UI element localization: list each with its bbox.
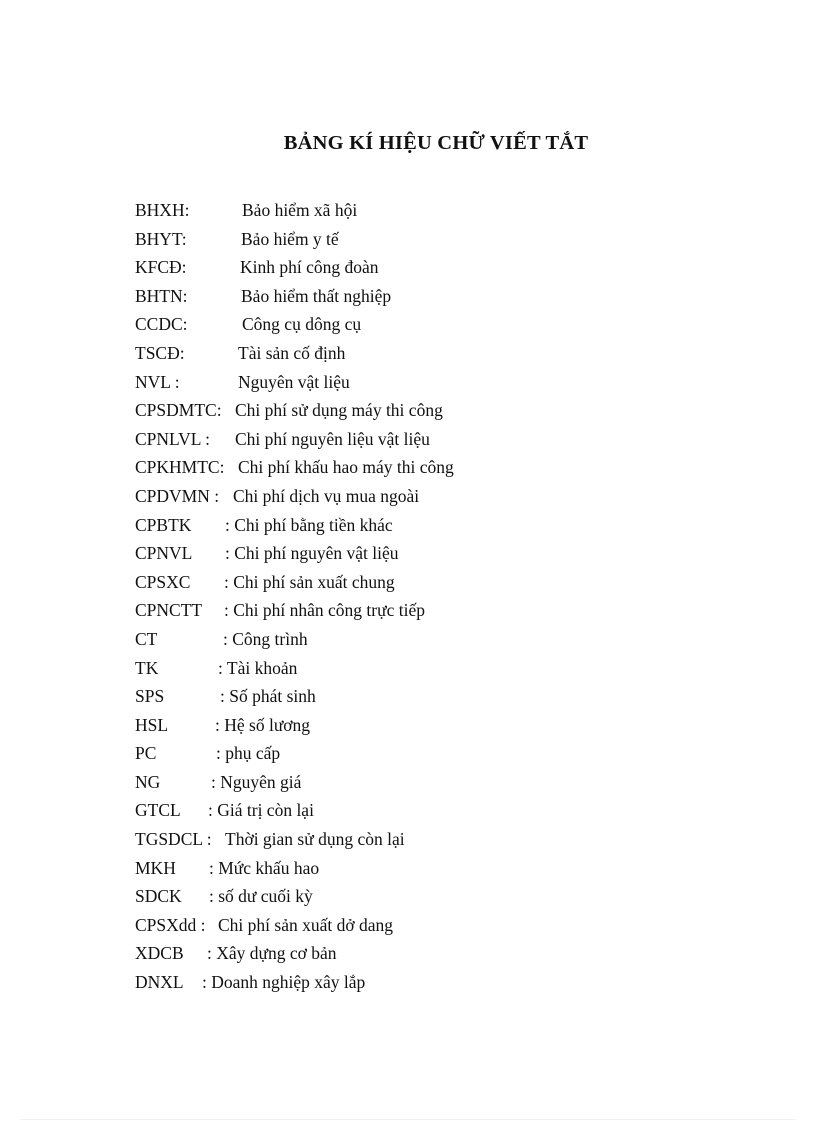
abbreviation: BHTN:: [135, 285, 188, 306]
abbreviation: CPSDMTC:: [135, 400, 222, 421]
abbreviation: TGSDCL :: [135, 829, 212, 850]
list-item: [135, 482, 420, 511]
definition: Tài sản cố định: [238, 342, 346, 363]
list-item: [135, 882, 313, 911]
abbreviation: CPSXdd :: [135, 914, 206, 935]
list-item: [135, 968, 366, 997]
abbreviation: CPBTK: [135, 514, 192, 535]
abbreviation: TSCĐ:: [135, 342, 185, 363]
definition: : Chi phí nguyên vật liệu: [225, 543, 399, 564]
list-item: [135, 568, 395, 597]
definition: Thời gian sử dụng còn lại: [225, 829, 405, 850]
abbreviation: CT: [135, 628, 158, 649]
definition: : Mức khấu hao: [209, 857, 320, 878]
abbreviation: TK: [135, 657, 159, 678]
definition: Chi phí nguyên liệu vật liệu: [235, 428, 430, 449]
list-item: [135, 711, 311, 740]
abbreviation: KFCĐ:: [135, 257, 187, 278]
abbreviation: BHYT:: [135, 228, 187, 249]
list-item: [135, 911, 393, 940]
definition: : phụ cấp: [216, 743, 281, 764]
definition: Kinh phí công đoàn: [240, 257, 379, 278]
abbreviation: CPDVMN :: [135, 485, 220, 506]
list-item: [135, 654, 298, 683]
definition: Bảo hiểm thất nghiệp: [241, 285, 392, 306]
list-item: [135, 539, 399, 568]
list-item: [135, 768, 302, 797]
abbreviation: XDCB: [135, 943, 184, 964]
page-title: BẢNG KÍ HIỆU CHỮ VIẾT TẮT: [283, 132, 589, 154]
definition: : Chi phí nhân công trực tiếp: [224, 600, 425, 621]
list-item: [135, 225, 339, 254]
definition: : Công trình: [223, 628, 308, 649]
abbreviation: MKH: [135, 857, 176, 878]
list-item: [135, 825, 405, 854]
definition: Bảo hiểm xã hội: [242, 200, 358, 220]
abbreviation: GTCL: [135, 800, 181, 821]
list-item: [135, 196, 358, 225]
list-item: [135, 682, 316, 711]
abbreviation: DNXL: [135, 972, 184, 993]
definition: : Nguyên giá: [211, 771, 302, 792]
abbreviation: CPNCTT: [135, 600, 203, 621]
definition: Chi phí khấu hao máy thi công: [238, 457, 454, 478]
abbreviation: CPSXC: [135, 571, 191, 592]
list-item: [135, 939, 337, 968]
list-item: [135, 596, 425, 625]
definition: Chi phí sử dụng máy thi công: [235, 400, 443, 421]
abbreviation: NG: [135, 771, 161, 792]
definition: : Giá trị còn lại: [208, 800, 314, 821]
definition: : Chi phí bằng tiền khác: [225, 514, 393, 535]
page-edge-divider: [20, 1119, 796, 1120]
abbreviation-list: [135, 196, 454, 997]
list-item: [135, 625, 308, 654]
list-item: [135, 282, 392, 311]
list-item: [135, 368, 350, 397]
abbreviation: SPS: [135, 686, 165, 707]
definition: : số dư cuối kỳ: [209, 886, 313, 907]
definition: Nguyên vật liệu: [238, 371, 350, 392]
abbreviation: NVL :: [135, 371, 180, 392]
abbreviation: CCDC:: [135, 314, 188, 335]
definition: : Doanh nghiệp xây lắp: [202, 972, 366, 993]
list-item: [135, 396, 443, 425]
definition: : Xây dựng cơ bản: [207, 943, 337, 964]
list-item: [135, 253, 379, 282]
abbreviation: HSL: [135, 714, 169, 735]
definition: : Số phát sinh: [220, 686, 316, 707]
list-item: [135, 511, 393, 540]
abbreviation: PC: [135, 743, 157, 764]
abbreviation: CPNLVL :: [135, 428, 211, 449]
definition: Công cụ dông cụ: [242, 314, 362, 335]
abbreviation: BHXH:: [135, 200, 190, 220]
definition: : Chi phí sản xuất chung: [224, 571, 395, 592]
list-item: [135, 339, 346, 368]
list-item: [135, 796, 314, 825]
list-item: [135, 739, 281, 768]
list-item: [135, 854, 320, 883]
abbreviation: CPKHMTC:: [135, 457, 225, 478]
abbreviation: CPNVL: [135, 543, 193, 564]
list-item: [135, 453, 454, 482]
definition: Chi phí dịch vụ mua ngoài: [233, 485, 420, 506]
definition: : Tài khoản: [218, 657, 298, 678]
list-item: [135, 425, 430, 454]
definition: Chi phí sản xuất dở dang: [218, 914, 393, 935]
list-item: [135, 310, 362, 339]
abbreviation: SDCK: [135, 886, 182, 907]
definition: Bảo hiểm y tế: [241, 228, 339, 249]
definition: : Hệ số lương: [215, 714, 311, 735]
